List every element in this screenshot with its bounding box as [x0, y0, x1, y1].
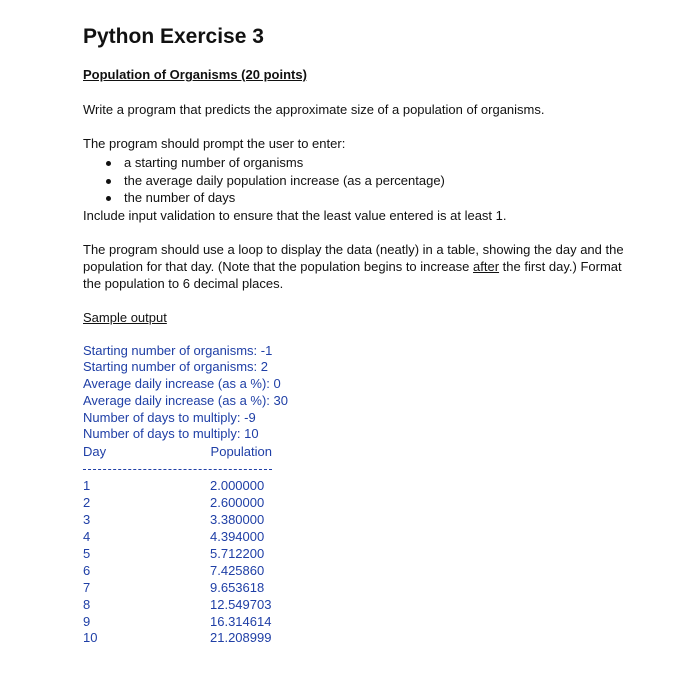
list-item: a starting number of organisms [83, 154, 643, 172]
table-row: 3 3.380000 [83, 512, 265, 528]
validation-paragraph: Include input validation to ensure that the least value entered is at least 1. [83, 207, 507, 223]
prompt-intro: The program should prompt the user to enter: [83, 136, 346, 151]
bullet-icon [106, 179, 111, 184]
table-row: 1 2.000000 [83, 478, 265, 494]
output-line: Average daily increase (as a %): 0 [83, 376, 281, 392]
table-row: 4 4.394000 [83, 529, 265, 544]
output-line: Starting number of organisms: -1 [83, 342, 273, 358]
table-header [83, 443, 272, 460]
table-row: 6 7.425860 [83, 562, 265, 578]
list-item: the average daily population increase (as a percentage) [83, 172, 643, 190]
header-population: Population [210, 444, 272, 460]
bullet-icon [106, 196, 111, 201]
sample-output [83, 343, 643, 648]
header-day: Day [83, 444, 107, 460]
underlined-word: after [473, 258, 500, 274]
section-title: Population of Organisms (20 points) [83, 67, 307, 82]
table-row: 9 16.314614 [83, 613, 272, 629]
document-page [83, 22, 643, 647]
table-row: 2 2.600000 [83, 495, 265, 511]
table-row: 7 9.653618 [83, 579, 265, 595]
sample-output-title: Sample output [83, 309, 167, 325]
output-line: Number of days to multiply: -9 [83, 409, 256, 425]
list-item: the number of days [83, 189, 643, 207]
intro-paragraph: Write a program that predicts the approximate size of a population of organisms. [83, 102, 545, 117]
table-row: 10 21.208999 [83, 630, 272, 646]
page-title: Python Exercise 3 [83, 25, 264, 48]
loop-paragraph: The program should use a loop to display the data (neatly) in a table, showing the day and the population for that day. (Note that the population begins to increase after the first day.) Format the population to 6 decimal places. [83, 241, 624, 291]
table-row: 8 12.549703 [83, 596, 272, 612]
bullet-icon [106, 161, 111, 166]
output-line: Starting number of organisms: 2 [83, 359, 268, 375]
dashed-divider [83, 469, 272, 470]
table-row: 5 5.712200 [83, 545, 265, 561]
output-line: Number of days to multiply: 10 [83, 426, 259, 442]
output-line: Average daily increase (as a %): 30 [83, 392, 288, 408]
prompt-list [83, 154, 643, 207]
